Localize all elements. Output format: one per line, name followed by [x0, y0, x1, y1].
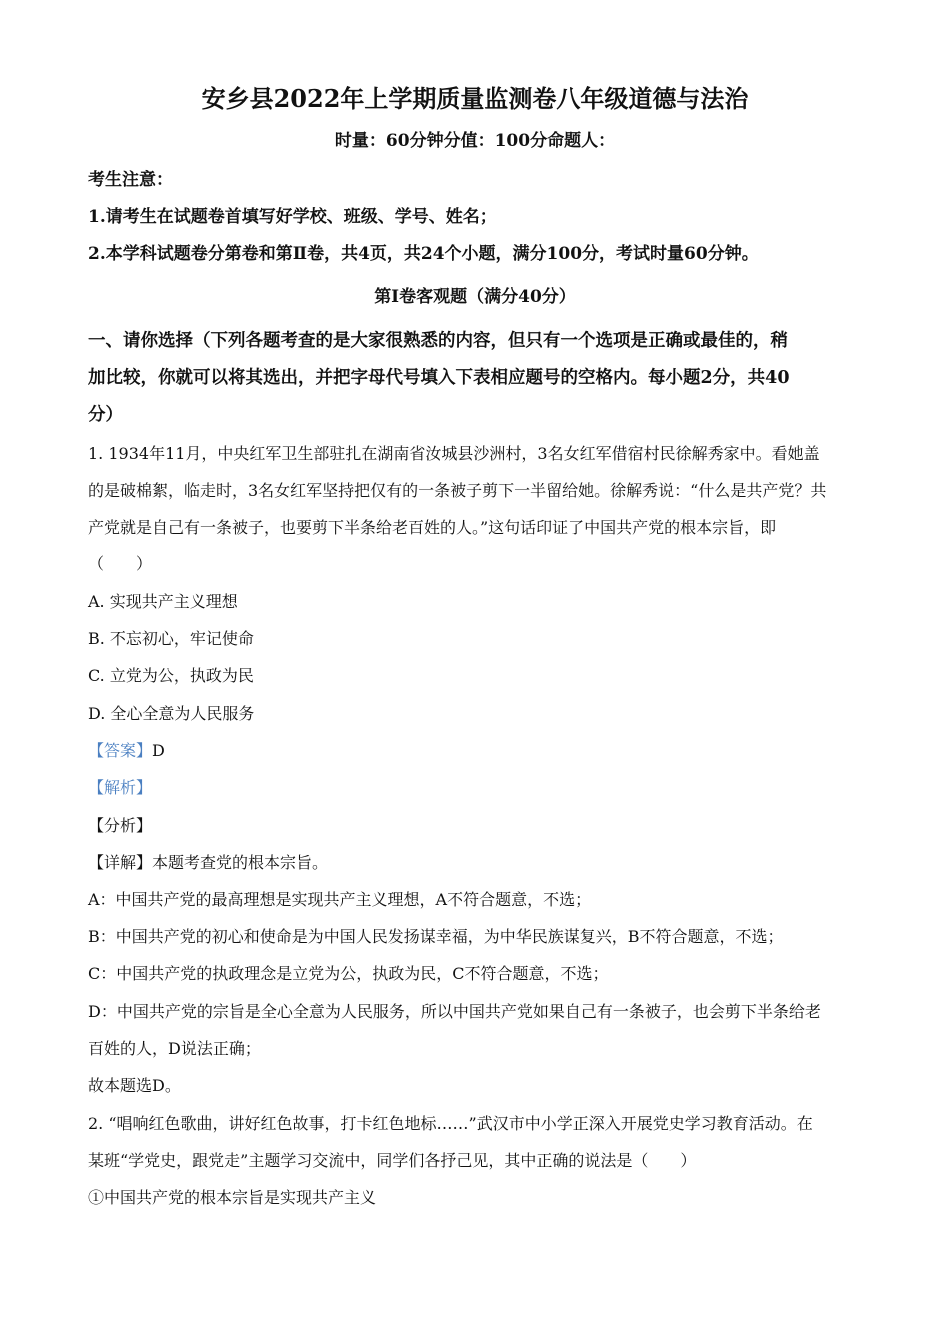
explanation-d-line-2: 百姓的人，D说法正确； [88, 1039, 261, 1058]
explanation-b: B：中国共产党的初心和使命是为中国人民发扬谋幸福，为中华民族谋复兴，B不符合题意，不选； [88, 927, 784, 946]
q1-option-c: C. 立党为公，执政为民 [88, 666, 254, 685]
q1-option-b: B. 不忘初心，牢记使命 [88, 629, 254, 648]
analysis-tag: 【解析】 [88, 778, 153, 797]
q2-stem-line-1: 2. “唱响红色歌曲，讲好红色故事，打卡红色地标……”武汉市中小学正深入开展党史学习教育活动。在 [88, 1114, 813, 1133]
exam-title: 安乡县2022年上学期质量监测卷八年级道德与法治 [201, 84, 749, 113]
q1-stem-line-1: 1. 1934年11月，中央红军卫生部驻扎在湖南省汝城县沙洲村，3名女红军借宿村民徐解秀家中。看她盖 [88, 444, 820, 463]
detail-line: 【详解】本题考查党的根本宗旨。 [88, 853, 329, 872]
answer-tag: 【答案】 [88, 741, 153, 760]
q1-option-d: D. 全心全意为人民服务 [88, 704, 255, 723]
q2-item-1: ①中国共产党的根本宗旨是实现共产主义 [88, 1188, 377, 1207]
q1-stem-line-4: （ ） [88, 554, 153, 573]
q2-stem-line-2: 某班“学党史，跟党走”主题学习交流中，同学们各抒己见，其中正确的说法是（ ） [88, 1151, 697, 1170]
q1-answer [88, 741, 165, 761]
q1-stem-line-2: 的是破棉絮，临走时，3名女红军坚持把仅有的一条被子剪下一半留给她。徐解秀说：“什么是共产党？共 [88, 481, 827, 500]
answer-value: D [152, 741, 165, 760]
exam-subtitle: 时量：60分钟分值：100分命题人： [334, 131, 616, 151]
q1-option-a: A. 实现共产主义理想 [88, 592, 238, 611]
section-heading: 第Ⅰ卷客观题（满分40分） [374, 287, 576, 307]
explanation-a: A：中国共产党的最高理想是实现共产主义理想，A不符合题意，不选； [88, 890, 592, 909]
instruction-line-1: 一、请你选择（下列各题考查的是大家很熟悉的内容，但只有一个选项是正确或最佳的，稍 [88, 331, 788, 351]
q1-conclusion: 故本题选D。 [88, 1076, 181, 1095]
notice-item-1: 1.请考生在试题卷首填写好学校、班级、学号、姓名； [88, 207, 497, 227]
explanation-d-line-1: D：中国共产党的宗旨是全心全意为人民服务，所以中国共产党如果自己有一条被子，也会剪下半条给老 [88, 1002, 821, 1021]
fenxi-tag: 【分析】 [88, 816, 153, 835]
notice-item-2: 2.本学科试题卷分第卷和第Ⅱ卷，共4页，共24个小题，满分100分，考试时量60分钟。 [88, 244, 759, 264]
explanation-c: C：中国共产党的执政理念是立党为公，执政为民，C不符合题意，不选； [88, 964, 609, 983]
instruction-line-3: 分） [88, 405, 123, 425]
instruction-line-2: 加比较，你就可以将其选出，并把字母代号填入下表相应题号的空格内。每小题2分，共40 [88, 368, 790, 388]
q1-stem-line-3: 产党就是自己有一条被子，也要剪下半条给老百姓的人。”这句话印证了中国共产党的根本宗旨，即 [88, 518, 777, 537]
notice-heading: 考生注意： [88, 170, 173, 190]
